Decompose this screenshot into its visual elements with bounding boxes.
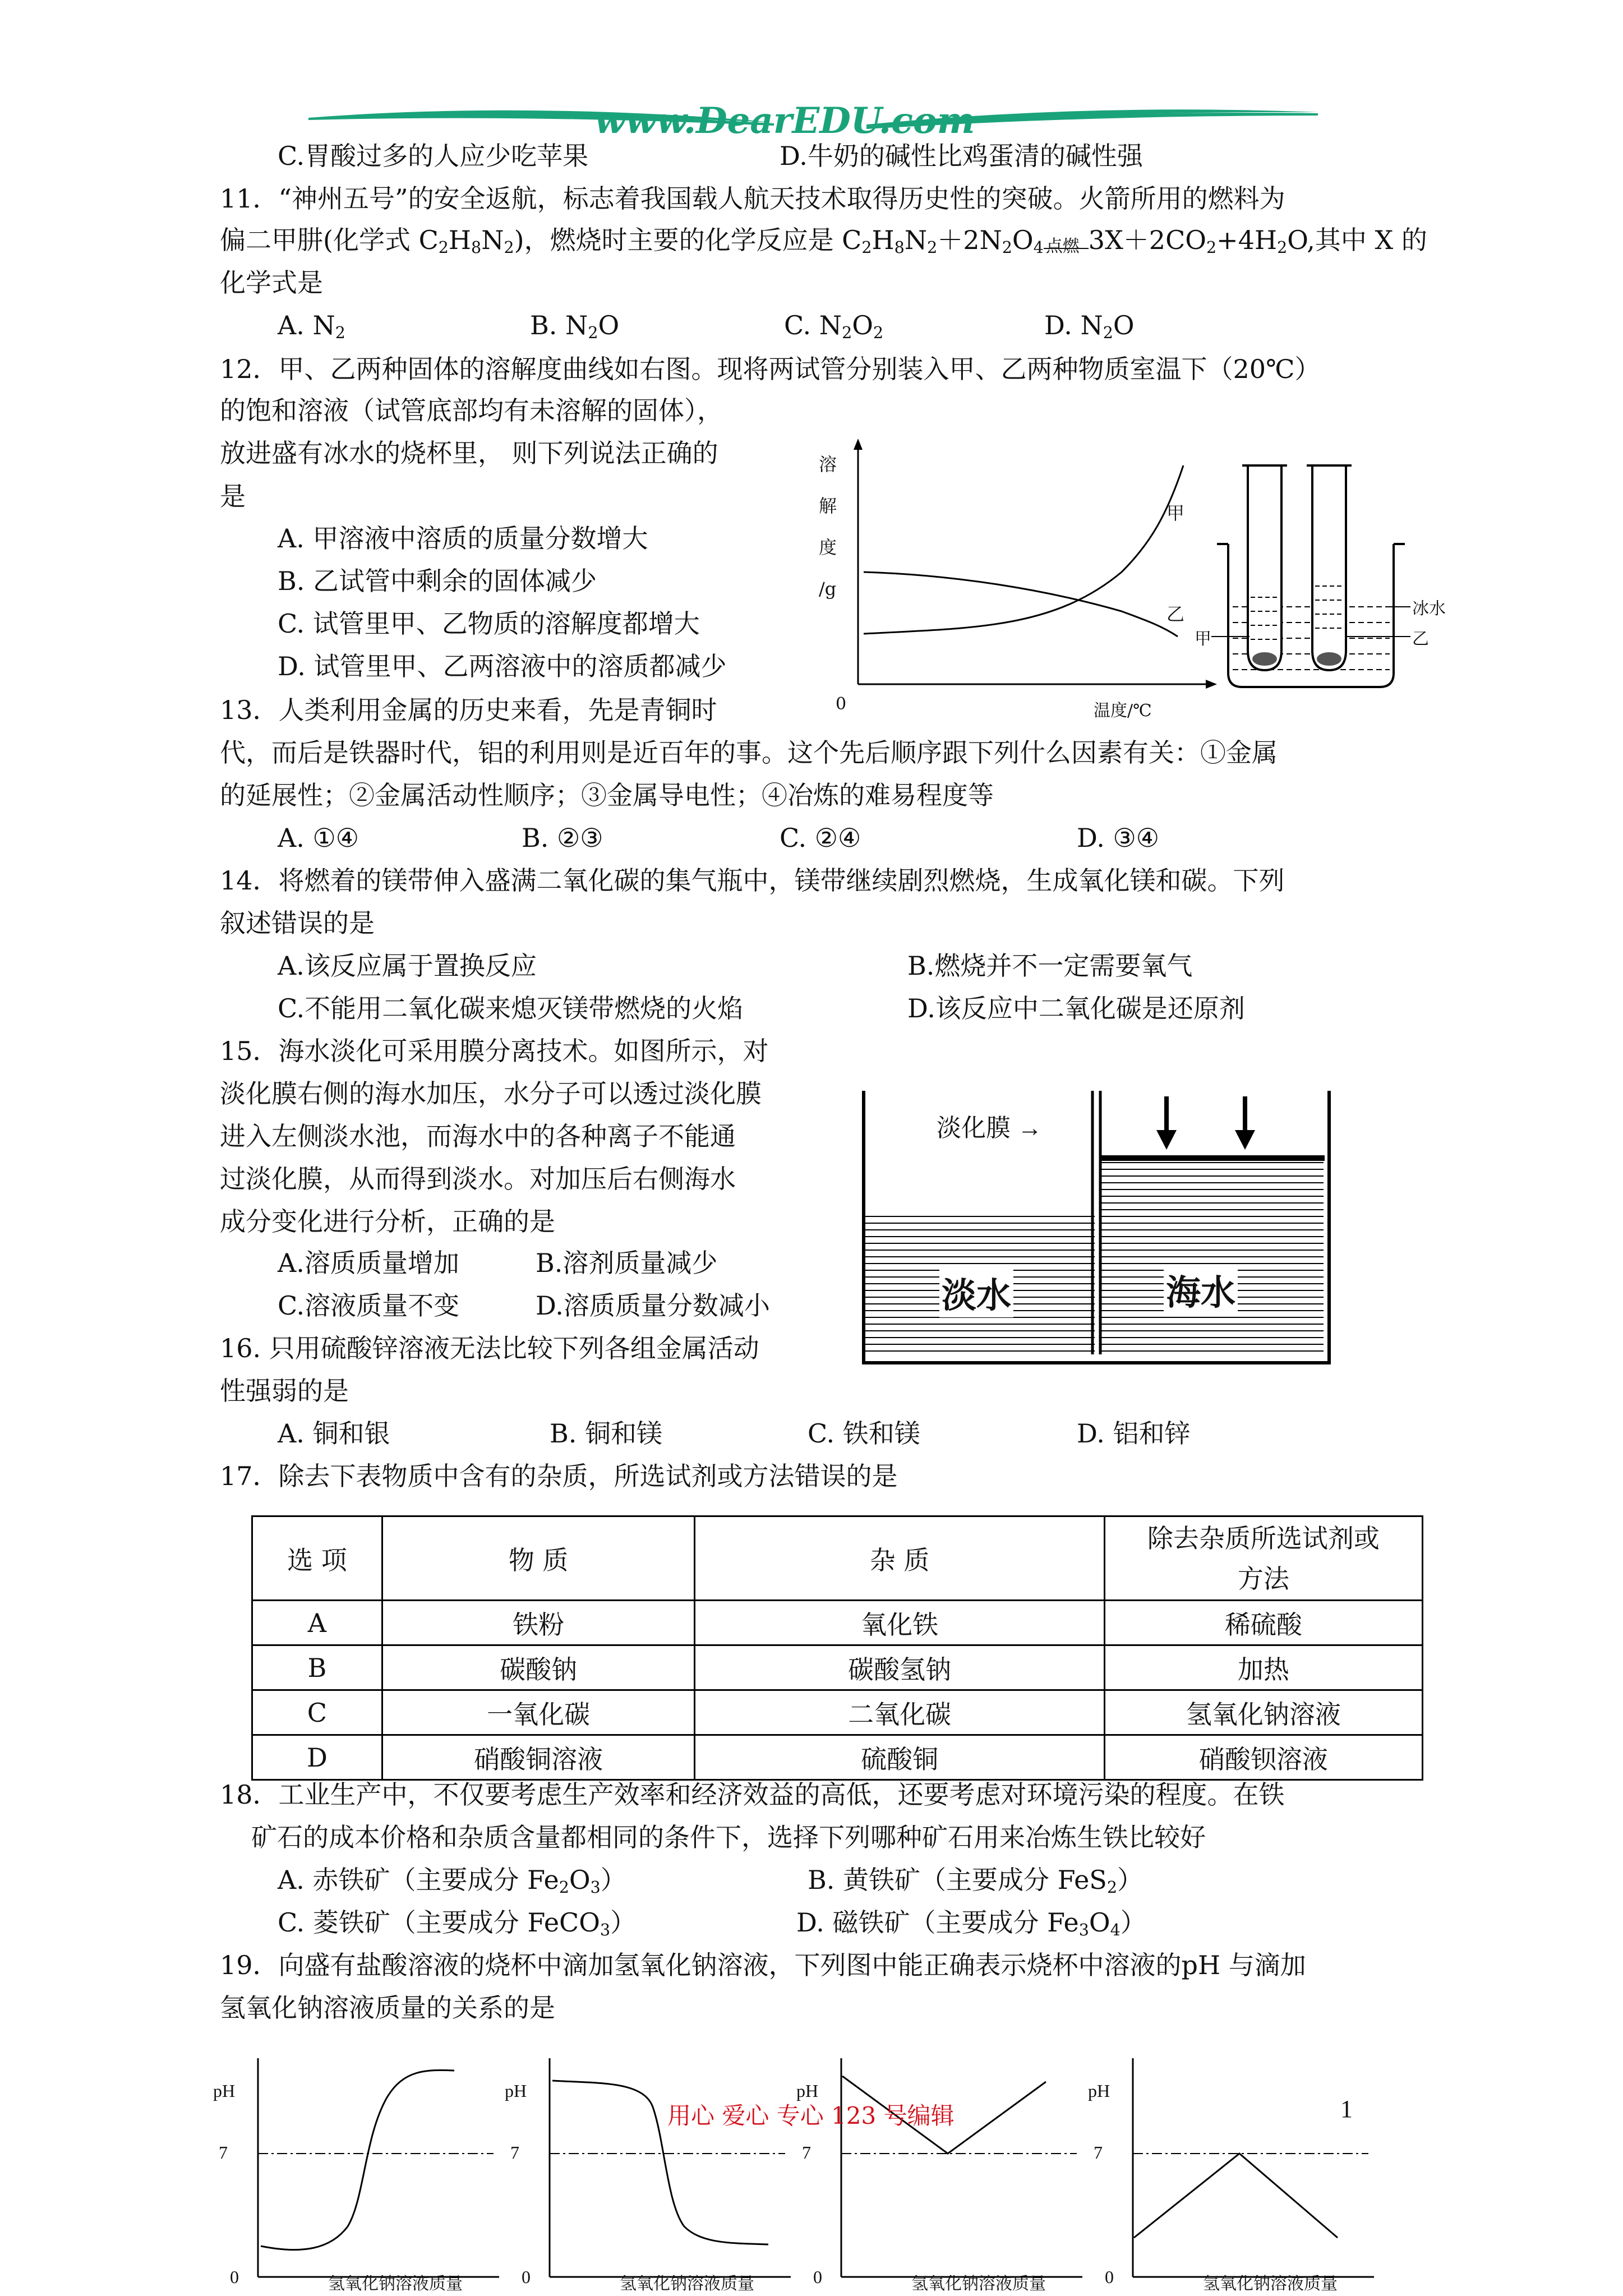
q13-line1: 13．人类利用金属的历史来看，先是青铜时 xyxy=(220,695,717,725)
q11-option-d: D. $N_2O$ xyxy=(1044,310,1135,343)
q16-option-b: B. 铜和镁 xyxy=(550,1418,663,1449)
q14-option-a: A.该反应属于置换反应 xyxy=(278,951,537,981)
ph-graph-b-xlabel: 氢氧化钠溶液质量 xyxy=(620,2274,754,2294)
q13-line2: 代，而后是铁器时代，铝的利用则是近百年的事。这个先后顺序跟下列什么因素有关：①金属 xyxy=(220,737,1278,768)
solid-jia xyxy=(1252,652,1277,666)
table-cell: 硝酸铜溶液 xyxy=(382,1735,695,1780)
table-cell: 一氧化碳 xyxy=(382,1690,695,1735)
q18-option-d: D. 磁铁矿（主要成分 $Fe_3O_4$） xyxy=(796,1907,1146,1940)
q18-line1: 18．工业生产中，不仅要考虑生产效率和经济效益的高低，还要考虑对环境污染的程度。在铁 xyxy=(220,1779,1285,1810)
page-number: 1 xyxy=(1340,2095,1353,2123)
q14-line1: 14．将燃着的镁带伸入盛满二氧化碳的集气瓶中，镁带继续剧烈燃烧，生成氧化镁和碳。下列 xyxy=(220,865,1285,896)
q12-option-c: C. 试管里甲、乙物质的溶解度都增大 xyxy=(278,608,700,639)
q10-option-c: C.胃酸过多的人应少吃苹果 xyxy=(278,141,589,171)
table-cell: B xyxy=(252,1645,382,1690)
ph-graph-a-origin: 0 xyxy=(230,2267,239,2287)
q11-option-b: B. $N_2O$ xyxy=(530,310,620,343)
beaker-diagram xyxy=(1195,460,1475,695)
q18-option-a: A. 赤铁矿（主要成分 $Fe_2O_3$） xyxy=(278,1865,626,1897)
table-cell: 加热 xyxy=(1104,1645,1422,1690)
ph-graph-b-seven: 7 xyxy=(510,2142,519,2163)
beaker-yi-label: 乙 xyxy=(1412,629,1429,649)
table-cell: C xyxy=(252,1690,382,1735)
table-header-row xyxy=(252,1516,1423,1601)
table-cell: 稀硫酸 xyxy=(1104,1601,1422,1645)
q15-line4: 过淡化膜，从而得到淡水。对加压后右侧海水 xyxy=(220,1164,736,1194)
table-header: 物 质 xyxy=(382,1516,695,1601)
curve-yi-label: 乙 xyxy=(1166,603,1185,625)
q12-line3: 放进盛有冰水的烧杯里， 则下列说法正确的 xyxy=(220,438,718,468)
ph-graph-d-xlabel: 氢氧化钠溶液质量 xyxy=(1203,2274,1338,2294)
q11-line1: 11．“神州五号”的安全返航，标志着我国载人航天技术取得历史性的突破。火箭所用的燃料为 xyxy=(220,183,1285,214)
solubility-ylabel: 溶 解 度 /g xyxy=(819,454,837,600)
q15-option-b: B.溶剂质量减少 xyxy=(536,1248,718,1278)
q16-option-d: D. 铝和锌 xyxy=(1077,1418,1191,1449)
table-cell: 硫酸铜 xyxy=(695,1735,1104,1780)
table-row xyxy=(252,1645,1423,1690)
q18-option-c: C. 菱铁矿（主要成分 FeCO$_3$） xyxy=(278,1907,637,1940)
q19-line1: 19．向盛有盐酸溶液的烧杯中滴加氢氧化钠溶液，下列图中能正确表示烧杯中溶液的pH 与滴加 xyxy=(220,1950,1306,1980)
table-row xyxy=(252,1690,1423,1735)
solid-yi xyxy=(1317,652,1341,666)
sea-water-pool xyxy=(1099,1158,1324,1354)
q15-option-a: A.溶质质量增加 xyxy=(278,1248,459,1278)
table-header: 选 项 xyxy=(252,1516,382,1601)
header-site: www.DearEDU.com xyxy=(594,100,975,142)
ph-graph-a-xlabel: 氢氧化钠溶液质量 xyxy=(328,2274,463,2294)
membrane-label: 淡化膜 → xyxy=(937,1114,1043,1142)
q11-option-a: A. $N_2$ xyxy=(278,310,345,343)
q15-line5: 成分变化进行分析，正确的是 xyxy=(220,1206,555,1237)
q14-option-d: D.该反应中二氧化碳是还原剂 xyxy=(907,993,1245,1023)
ph-graph-d-curve xyxy=(1134,2154,1338,2238)
table-cell: 硝酸钡溶液 xyxy=(1104,1735,1422,1780)
q10-option-d: D.牛奶的碱性比鸡蛋清的碱性强 xyxy=(780,141,1143,171)
table-cell: 碳酸钠 xyxy=(382,1645,695,1690)
table-row xyxy=(252,1601,1423,1645)
q12-option-b: B. 乙试管中剩余的固体减少 xyxy=(278,566,597,596)
q15-line1: 15．海水淡化可采用膜分离技术。如图所示，对 xyxy=(220,1036,769,1066)
q15-line3: 进入左侧淡水池，而海水中的各种离子不能通 xyxy=(220,1121,736,1151)
q16-option-c: C. 铁和镁 xyxy=(808,1418,920,1449)
ph-graph-b xyxy=(505,2047,802,2294)
q13-option-b: B. ②③ xyxy=(522,823,603,853)
q17-line1: 17．除去下表物质中含有的杂质，所选试剂或方法错误的是 xyxy=(220,1461,898,1491)
q12-option-d: D. 试管里甲、乙两溶液中的溶质都减少 xyxy=(278,651,727,681)
beaker-jia-label: 甲 xyxy=(1195,629,1211,649)
table-row xyxy=(252,1735,1423,1780)
table-cell: D xyxy=(252,1735,382,1780)
solubility-chart xyxy=(808,426,1234,729)
q16-option-a: A. 铜和银 xyxy=(278,1418,390,1449)
table-header: 杂 质 xyxy=(695,1516,1104,1601)
ph-graph-d-origin: 0 xyxy=(1105,2267,1114,2287)
q15-option-d: D.溶质质量分数减小 xyxy=(536,1290,770,1321)
q18-line2: 矿石的成本价格和杂质含量都相同的条件下，选择下列哪种矿石用来冶炼生铁比较好 xyxy=(251,1822,1206,1852)
ph-graph-c-ylabel: pH xyxy=(796,2081,819,2101)
piston xyxy=(1100,1155,1325,1161)
curve-jia-label: 甲 xyxy=(1166,502,1185,524)
q12-line4: 是 xyxy=(220,481,246,511)
ph-graph-c-seven: 7 xyxy=(802,2142,811,2163)
table-cell: 二氧化碳 xyxy=(695,1690,1104,1735)
q13-option-c: C. ②④ xyxy=(780,823,861,853)
q13-line3: 的延展性；②金属活动性顺序；③金属导电性；④冶炼的难易程度等 xyxy=(220,780,994,810)
header-logo xyxy=(303,95,1324,146)
table-cell: 碳酸氢钠 xyxy=(695,1645,1104,1690)
ph-graph-c-origin: 0 xyxy=(813,2267,822,2287)
solubility-origin: 0 xyxy=(836,694,847,714)
q14-option-b: B.燃烧并不一定需要氧气 xyxy=(907,951,1193,981)
table-header: 除去杂质所选试剂或 方法 xyxy=(1104,1516,1422,1601)
q15-line2: 淡化膜右侧的海水加压，水分子可以透过淡化膜 xyxy=(220,1078,762,1109)
ph-graph-c-xlabel: 氢氧化钠溶液质量 xyxy=(911,2274,1046,2294)
q12-line2: 的饱和溶液（试管底部均有未溶解的固体）， xyxy=(220,395,723,426)
solubility-y-arrow xyxy=(854,439,863,450)
footer-editor: 用心 爱心 专心 123 号编辑 xyxy=(667,2102,955,2129)
ph-graph-a-seven: 7 xyxy=(219,2142,228,2163)
sea-water-label: 海水 xyxy=(1164,1265,1238,1315)
curve-jia xyxy=(864,465,1183,634)
q14-line2: 叙述错误的是 xyxy=(220,908,375,938)
q13-option-d: D. ③④ xyxy=(1077,823,1159,853)
ph-graph-c xyxy=(796,2047,1094,2294)
q14-option-c: C.不能用二氧化碳来熄灭镁带燃烧的火焰 xyxy=(278,993,744,1023)
q11-option-c: C. $N_2O_2$ xyxy=(784,310,884,343)
q15-option-c: C.溶液质量不变 xyxy=(278,1290,460,1321)
solubility-xlabel: 温度/℃ xyxy=(1094,701,1152,721)
table-cell: 氢氧化钠溶液 xyxy=(1104,1690,1422,1735)
ph-graph-a-ylabel: pH xyxy=(213,2081,236,2101)
ph-graph-d-ylabel: pH xyxy=(1088,2081,1110,2101)
ph-graph-d xyxy=(1088,2047,1391,2294)
q11-line3: 化学式是 xyxy=(220,268,323,298)
ph-graph-d-seven: 7 xyxy=(1094,2142,1103,2163)
q16-line1: 16. 只用硫酸锌溶液无法比较下列各组金属活动 xyxy=(220,1333,759,1363)
q19-line2: 氢氧化钠溶液质量的关系的是 xyxy=(220,1993,555,2023)
q12-line1: 12．甲、乙两种固体的溶解度曲线如右图。现将两试管分别装入甲、乙两种物质室温下（20℃） xyxy=(220,354,1321,384)
q12-option-a: A. 甲溶液中溶质的质量分数增大 xyxy=(278,523,648,554)
table-cell: 氧化铁 xyxy=(695,1601,1104,1645)
desalination-diagram xyxy=(858,1085,1335,1371)
ph-graph-a xyxy=(213,2047,510,2294)
q17-table xyxy=(251,1515,1423,1781)
curve-yi xyxy=(864,572,1178,637)
q18-option-b: B. 黄铁矿（主要成分 FeS$_2$） xyxy=(808,1865,1143,1897)
q13-option-a: A. ①④ xyxy=(278,823,359,853)
ice-water-label: 冰水 xyxy=(1412,599,1446,619)
table-cell: 铁粉 xyxy=(382,1601,695,1645)
q11-line2: 偏二甲肼(化学式 $C_2H_8N_2$)，燃烧时主要的化学反应是 $C_2H_8N_2+2N_2O_4$ 点燃 $3X+2CO_2+4H_2O$,其中 X 的 xyxy=(220,225,1427,257)
ph-graph-b-origin: 0 xyxy=(522,2267,531,2287)
ph-graph-a-curve xyxy=(261,2070,454,2249)
q16-line2: 性强弱的是 xyxy=(220,1376,349,1406)
fresh-water-label: 淡水 xyxy=(939,1267,1013,1317)
ph-graph-b-ylabel: pH xyxy=(505,2081,527,2101)
table-cell: A xyxy=(252,1601,382,1645)
test-tube-yi xyxy=(1312,465,1346,670)
